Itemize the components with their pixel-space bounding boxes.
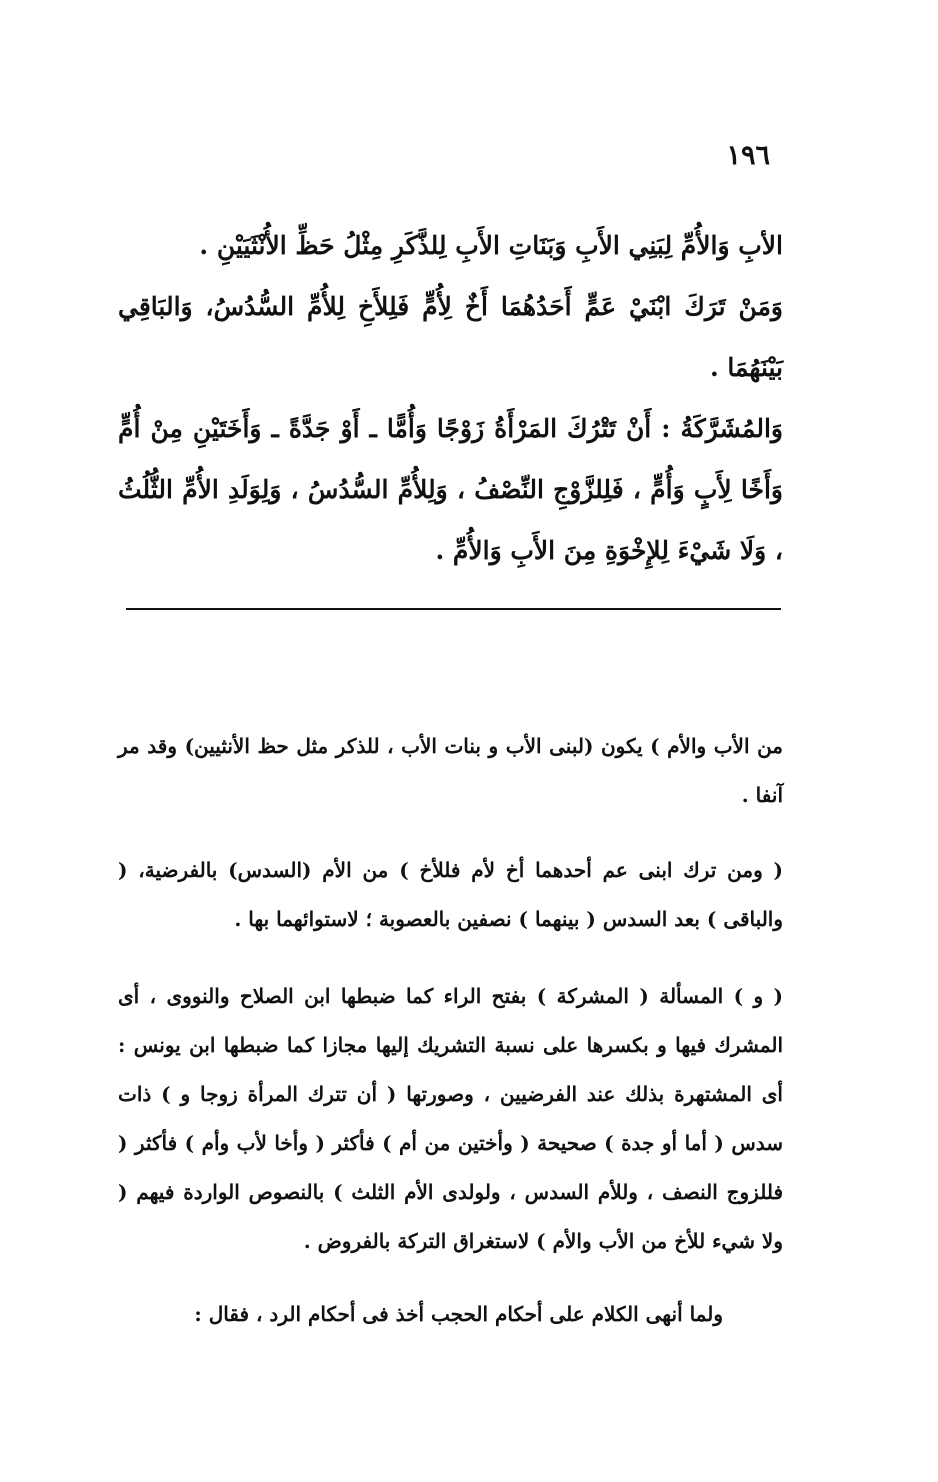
matn-text bbox=[118, 215, 783, 581]
matn-paragraph: وَالمُشَرَّكَةُ : أَنْ تَتْرُكَ المَرْأَةُ زَوْجًا وَأُمًّا ـ أَوْ جَدَّةً ـ وَأَخَتَيْنِ مِنْ أُمٍّ وَأَخًا لِأَبٍ وَأُمٍّ ، فَلِلزَّوْجِ النِّصْفُ ، وَلِلأُمِّ السُّدُسُ ، وَلِوَلَدِ الأُمِّ الثُّلُثُ ، وَلَا شَيْءَ لِلإِخْوَةِ مِنَ الأَبِ وَالأُمِّ . bbox=[118, 414, 783, 565]
commentary-paragraph: ( ومن ترك ابنى عم أحدهما أخ لأم فللأخ ) من الأم (السدس) بالفرضية، ( والباقى ) بعد السدس ( بينهما ) نصفين بالعصوبة ؛ لاستوائهما بها . bbox=[118, 858, 783, 931]
matn-paragraph: الأبِ وَالأُمِّ لِبَنِي الأَبِ وَبَنَاتِ الأَبِ لِلذَّكَرِ مِثْلُ حَظِّ الأُنْثَيَيْنِ . bbox=[199, 231, 783, 260]
commentary-paragraph: من الأب والأم ) يكون (لبنى الأب و بنات الأب ، للذكر مثل حظ الأنثيين) وقد مر آنفا . bbox=[118, 734, 783, 807]
commentary-closing: ولما أنهى الكلام على أحكام الحجب أخذ فى أحكام الرد ، فقال : bbox=[194, 1302, 723, 1326]
page-number: ١٩٦ bbox=[726, 140, 770, 171]
matn-paragraph: وَمَنْ تَرَكَ ابْنَيْ عَمٍّ أَحَدُهُمَا أَخٌ لِأُمٍّ فَلِلأَخِ لِلأُمِّ السُّدُسُ، وَالبَاقِي بَيْنَهُمَا . bbox=[118, 292, 783, 382]
commentary-paragraph: ( و ) المسألة ( المشركة ) بفتح الراء كما ضبطها ابن الصلاح والنووى ، أى المشرك فيها و بكسرها على نسبة التشريك إليها مجازا كما ضبطها ابن يونس : أى المشتهرة بذلك عند الفرضيين ، وصورتها ( أن تترك المرأة زوجا و ) ذات سدس ( أما أو جدة ) صحيحة ( وأختين من أم ) فأكثر ( وأخا لأب وأم ) فأكثر ( فللزوج النصف ، وللأم السدس ، ولولدى الأم الثلث ) بالنصوص الواردة فيهم ( ولا شيء للأخ من الأب والأم ) لاستغراق التركة بالفروض . bbox=[118, 984, 783, 1253]
section-divider bbox=[126, 608, 781, 610]
commentary-text bbox=[118, 722, 783, 1339]
